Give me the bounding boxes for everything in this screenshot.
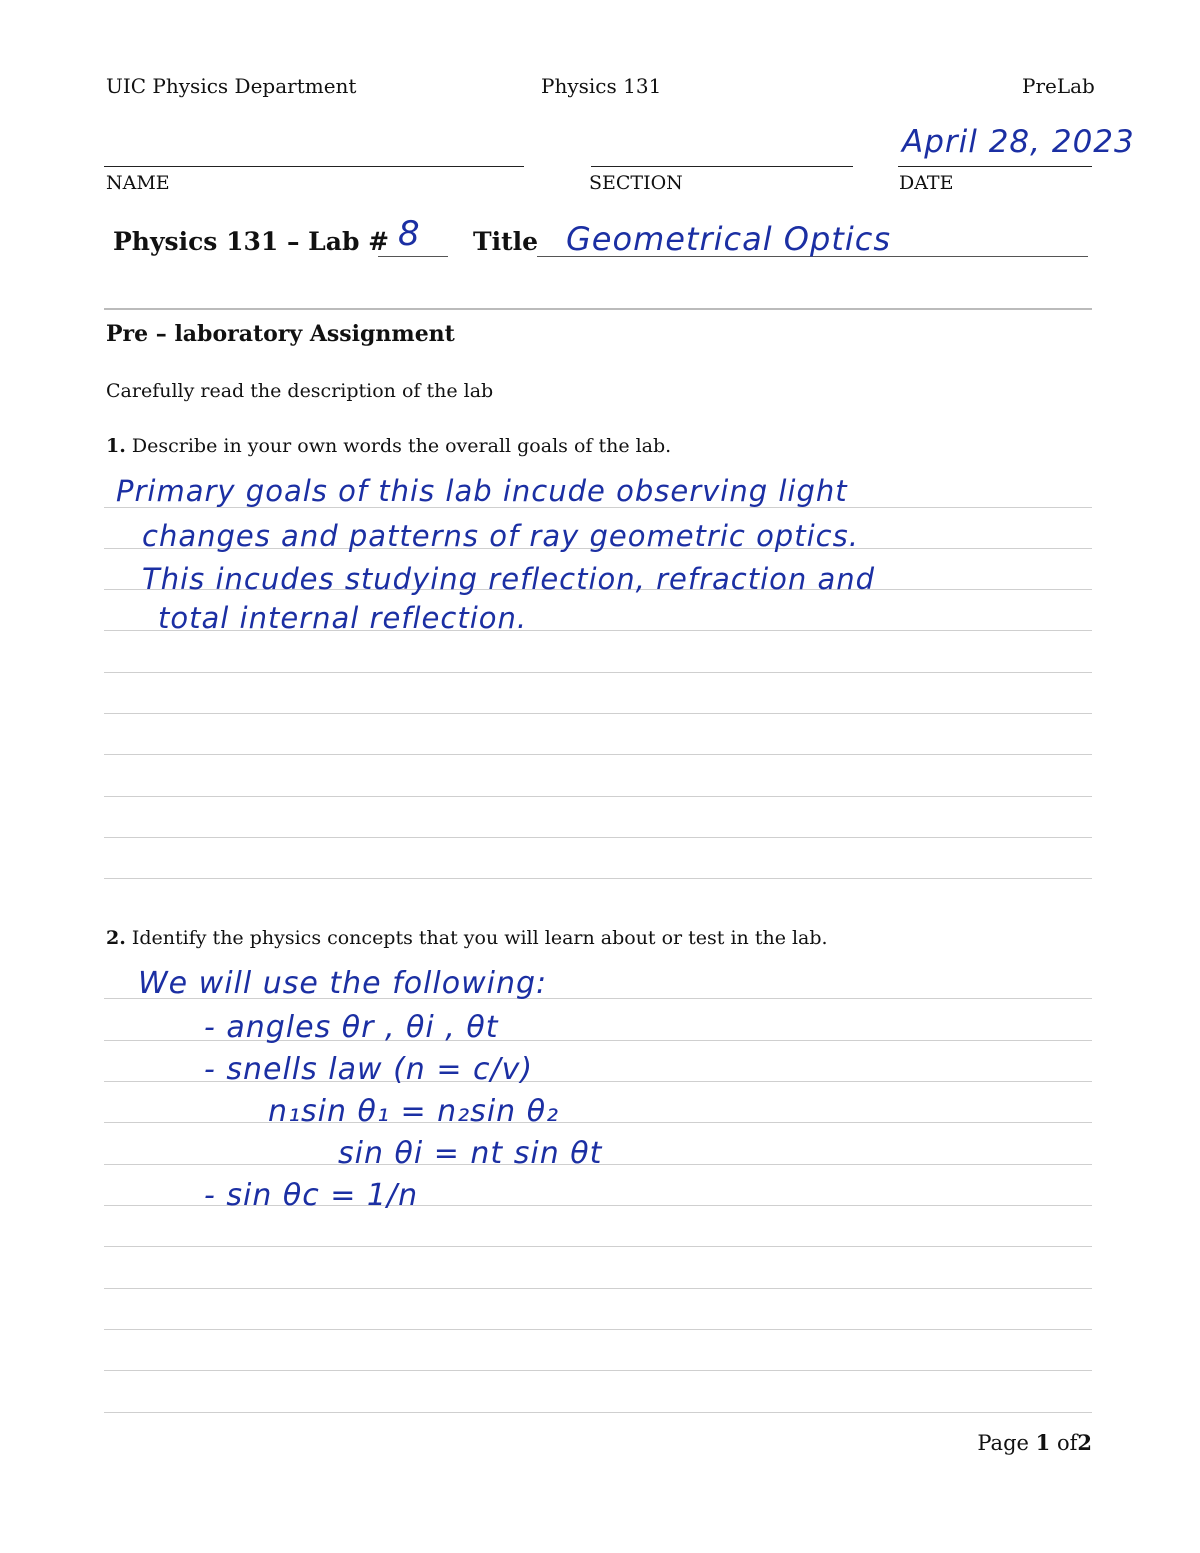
page-word: Page [977, 1431, 1029, 1455]
section-divider [104, 308, 1092, 310]
answer-1-line-1: Primary goals of this lab incude observing light [116, 474, 848, 508]
question-2-number: 2. [106, 927, 126, 949]
lab-number-handwritten: 8 [398, 214, 421, 254]
date-field-line[interactable] [898, 166, 1092, 167]
question-1 [106, 435, 671, 457]
lab-number-label: Physics 131 – Lab # [113, 227, 390, 256]
answer-2-line-2: - angles θr , θi , θt [204, 1010, 499, 1045]
section-label: SECTION [589, 172, 683, 194]
answer-2-line-3: - snells law (n = c/v) [204, 1052, 534, 1087]
date-handwritten-value: April 28, 2023 [902, 124, 1135, 160]
page-total: 2 [1077, 1430, 1092, 1455]
answer-2-line-5: sin θi = nt sin θt [338, 1136, 603, 1171]
name-field-line[interactable] [104, 166, 524, 167]
assignment-intro: Carefully read the description of the lab [106, 380, 494, 402]
answer-line[interactable] [104, 1246, 1092, 1247]
title-handwritten: Geometrical Optics [566, 220, 891, 258]
answer-line[interactable] [104, 1370, 1092, 1371]
page-number [977, 1430, 1092, 1455]
answer-line[interactable] [104, 878, 1092, 879]
answer-2-line-4: n₁sin θ₁ = n₂sin θ₂ [268, 1094, 560, 1129]
answer-line[interactable] [104, 1329, 1092, 1330]
answer-1-line-2: changes and patterns of ray geometric optics. [142, 519, 859, 553]
page-current: 1 [1035, 1430, 1051, 1455]
answer-line[interactable] [104, 796, 1092, 797]
question-2 [106, 927, 828, 949]
answer-line[interactable] [104, 1122, 1092, 1123]
question-1-text: Describe in your own words the overall goals of the lab. [131, 435, 672, 457]
header-department: UIC Physics Department [106, 74, 357, 98]
answer-line[interactable] [104, 1412, 1092, 1413]
answer-1-line-3: This incudes studying reflection, refraction and [142, 562, 876, 596]
lab-number-line[interactable] [378, 256, 448, 257]
answer-line[interactable] [104, 754, 1092, 755]
header-prelab: PreLab [1022, 74, 1095, 98]
answer-line[interactable] [104, 1288, 1092, 1289]
answer-line[interactable] [104, 713, 1092, 714]
question-2-text: Identify the physics concepts that you will learn about or test in the lab. [131, 927, 828, 949]
question-1-number: 1. [106, 435, 126, 457]
section-field-line[interactable] [591, 166, 853, 167]
answer-1-line-4: total internal reflection. [158, 601, 528, 635]
of-word: of [1056, 1431, 1078, 1455]
assignment-heading: Pre – laboratory Assignment [106, 321, 455, 347]
title-label: Title [473, 227, 539, 256]
header-course: Physics 131 [541, 74, 662, 98]
name-label: NAME [106, 172, 170, 194]
answer-2-line-6: - sin θc = 1/n [204, 1178, 419, 1213]
date-label: DATE [899, 172, 954, 194]
answer-line[interactable] [104, 837, 1092, 838]
answer-2-line-1: We will use the following: [138, 966, 548, 1001]
answer-line[interactable] [104, 672, 1092, 673]
